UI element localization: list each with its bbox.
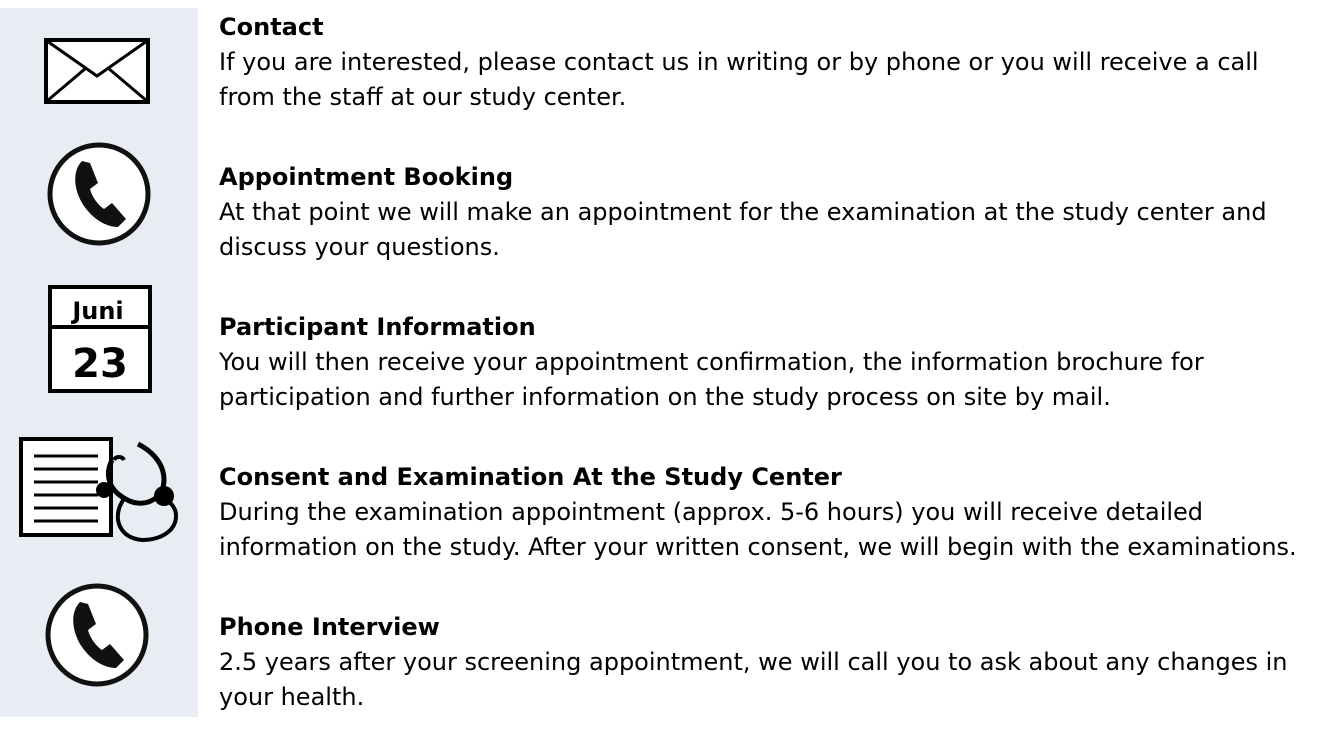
calendar-day: 23 (72, 341, 128, 387)
step-title: Participant Information (219, 313, 536, 341)
step-text: At that point we will make an appointment for the examination at the study center and discuss your questions. (219, 198, 1267, 261)
step-title: Contact (219, 13, 324, 41)
phone-icon (44, 582, 150, 688)
step-text: 2.5 years after your screening appointment, we will call you to ask about any changes in your health. (219, 648, 1288, 711)
calendar-icon (48, 285, 152, 393)
step-consent-examination (219, 460, 1314, 565)
step-text: During the examination appointment (approx. 5-6 hours) you will receive detailed information on the study. After your written consent, we will begin with the examinations. (219, 498, 1297, 561)
step-title: Appointment Booking (219, 163, 514, 191)
step-participant-information (219, 310, 1314, 415)
calendar-month: Juni (72, 297, 124, 325)
step-title: Phone Interview (219, 613, 440, 641)
envelope-icon (44, 38, 150, 104)
step-title: Consent and Examination At the Study Center (219, 463, 842, 491)
step-appointment-booking (219, 160, 1314, 265)
step-text: If you are interested, please contact us in writing or by phone or you will receive a call from the staff at our study center. (219, 48, 1259, 111)
step-contact (219, 10, 1314, 115)
step-phone-interview (219, 610, 1314, 715)
clipboard-stethoscope-icon (18, 436, 184, 546)
step-text: You will then receive your appointment confirmation, the information brochure for participation and further information on the study process on site by mail. (219, 348, 1204, 411)
phone-icon (46, 141, 152, 247)
